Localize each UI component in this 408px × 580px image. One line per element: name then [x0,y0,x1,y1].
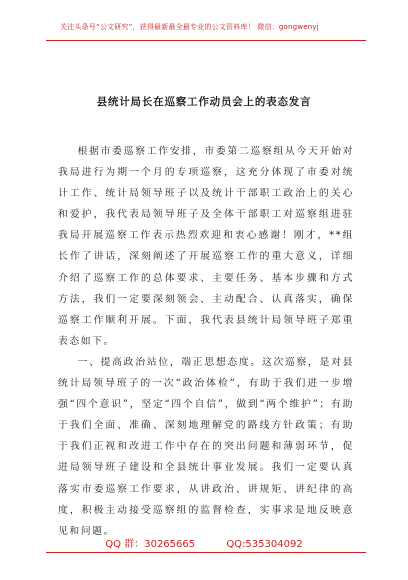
header-promo-note: 关注头条号“公文研究”，获得最新最全最专业的公文资料库！ 微信：gongwenyj [60,23,319,31]
footer-qq: QQ:535304092 [226,539,303,550]
footer-contact [0,535,408,550]
header-divider [46,40,366,41]
document-title: 县统计局长在巡察工作动员会上的表态发言 [96,96,312,108]
footer-divider [46,552,366,553]
document-body [58,141,354,542]
paragraph-intro: 根据市委巡察工作安排，市委第二巡察组从今天开始对我局进行为期一个月的专项巡察，这充分体现了市委对统计工作、统计局领导班子以及统计干部职工政治上的关心和爱护，我代表局领导班子及全体干部职工对巡察组进驻我局开展巡察工作表示热烈欢迎和衷心感谢！刚才，**组长作了讲话，深刻阐述了开展巡察工作的重大意义，详细介绍了巡察工作的总体要求、主要任务、基本步骤和方式方法，我们一定要深刻领会、主动配合、认真落实，确保巡察工作顺利开展。下面，我代表县统计局领导班子郑重表态如下。 [58,146,354,347]
paragraph-point-one: 一、提高政治站位，端正思想态度。这次巡察，是对县统计局领导班子的一次“政治体检”，有助于我们进一步增强“四个意识”，坚定“四个自信”，做到“两个维护”；有助于我们全面、准确、深刻地理解党的路线方针政策；有助于我们正视和改进工作中存在的突出问题和薄弱环节，促进局领导班子建设和全县统计事业发展。我们一定要认真落实市委巡察工作要求，从讲政治、讲规矩、讲纪律的高度，积极主动接受巡察组的监督检查，实事求是地反映意见和问题。 [58,356,354,537]
footer-qq-group: QQ 群：30265665 [105,539,196,550]
